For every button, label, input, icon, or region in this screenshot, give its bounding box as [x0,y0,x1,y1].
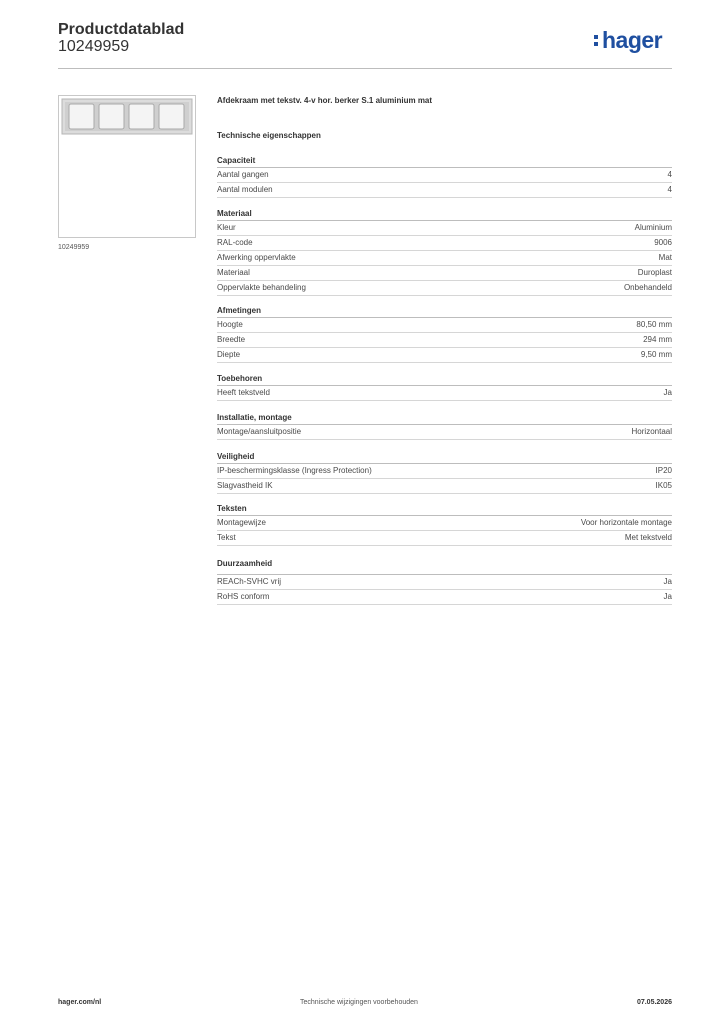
property-row [217,516,672,531]
property-label: Aantal modulen [217,185,273,194]
section-title: Afmetingen [217,305,672,318]
section-title: Toebehoren [217,373,672,386]
property-label: Montagewijze [217,518,266,527]
property-value: Duroplast [637,268,672,277]
section-toebehoren [217,373,672,401]
property-label: Heeft tekstveld [217,388,270,397]
property-value: IK05 [655,481,672,490]
page-title: Productdatablad [58,21,185,38]
property-row [217,479,672,494]
product-number: 10249959 [58,38,130,55]
property-value: Onbehandeld [623,283,672,292]
property-label: Tekst [217,533,236,542]
property-row [217,168,672,183]
property-label: Slagvastheid IK [217,481,273,490]
property-value: 80,50 mm [636,320,672,329]
property-label: IP-beschermingsklasse (Ingress Protection) [217,466,372,475]
hager-logo [594,27,662,54]
section-title: Veiligheid [217,451,672,464]
property-row [217,318,672,333]
property-value: Ja [663,592,672,601]
property-value: Mat [658,253,672,262]
property-row [217,251,672,266]
property-row [217,183,672,198]
section-installatie-montage [217,412,672,440]
section-title: Materiaal [217,208,672,221]
property-value: 4 [667,185,672,194]
property-row [217,425,672,440]
property-row [217,386,672,401]
property-label: RAL-code [217,238,253,247]
property-row [217,266,672,281]
section-title: Duurzaamheid [217,558,672,575]
property-label: Montage/aansluitpositie [217,427,302,436]
property-row [217,531,672,546]
property-value: Ja [663,388,672,397]
section-veiligheid [217,451,672,494]
logo-dots-icon [594,33,599,47]
property-label: Kleur [217,223,236,232]
section-duurzaamheid [217,558,672,605]
property-row [217,464,672,479]
product-image [58,95,196,238]
property-label: Oppervlakte behandeling [217,283,306,292]
property-row [217,590,672,605]
property-row [217,348,672,363]
property-label: Materiaal [217,268,250,277]
property-value: 9,50 mm [640,350,672,359]
footer-website-link[interactable]: hager.com/nl [58,999,102,1006]
property-value: Aluminium [634,223,672,232]
frame-illustration-icon [59,96,195,237]
section-capaciteit [217,155,672,198]
properties-heading: Technische eigenschappen [217,131,321,140]
property-label: Afwerking oppervlakte [217,253,296,262]
product-description: Afdekraam met tekstv. 4-v hor. berker S.1 aluminium mat [217,96,433,105]
property-label: Diepte [217,350,241,359]
property-value: Met tekstveld [624,533,672,542]
property-value: 294 mm [643,335,672,344]
property-label: RoHS conform [217,592,270,601]
property-row [217,236,672,251]
property-row [217,281,672,296]
property-value: 9006 [654,238,672,247]
property-label: Breedte [217,335,246,344]
property-value: Voor horizontale montage [580,518,672,527]
footer-date: 07.05.2026 [636,999,672,1006]
property-value: Horizontaal [631,427,672,436]
section-title: Teksten [217,503,672,516]
property-row [217,575,672,590]
property-value: IP20 [655,466,672,475]
logo-text: hager [602,27,663,53]
section-title: Installatie, montage [217,412,672,425]
header-divider [58,68,672,69]
property-label: Hoogte [217,320,243,329]
property-label: Aantal gangen [217,170,269,179]
footer-disclaimer: Technische wijzigingen voorbehouden [300,999,418,1006]
section-afmetingen [217,305,672,363]
section-materiaal [217,208,672,296]
section-title: Capaciteit [217,155,672,168]
property-label: REACh-SVHC vrij [217,577,282,586]
section-teksten [217,503,672,546]
property-value: Ja [663,577,672,586]
property-value: 4 [667,170,672,179]
property-row [217,333,672,348]
image-caption: 10249959 [58,244,90,251]
property-row [217,221,672,236]
